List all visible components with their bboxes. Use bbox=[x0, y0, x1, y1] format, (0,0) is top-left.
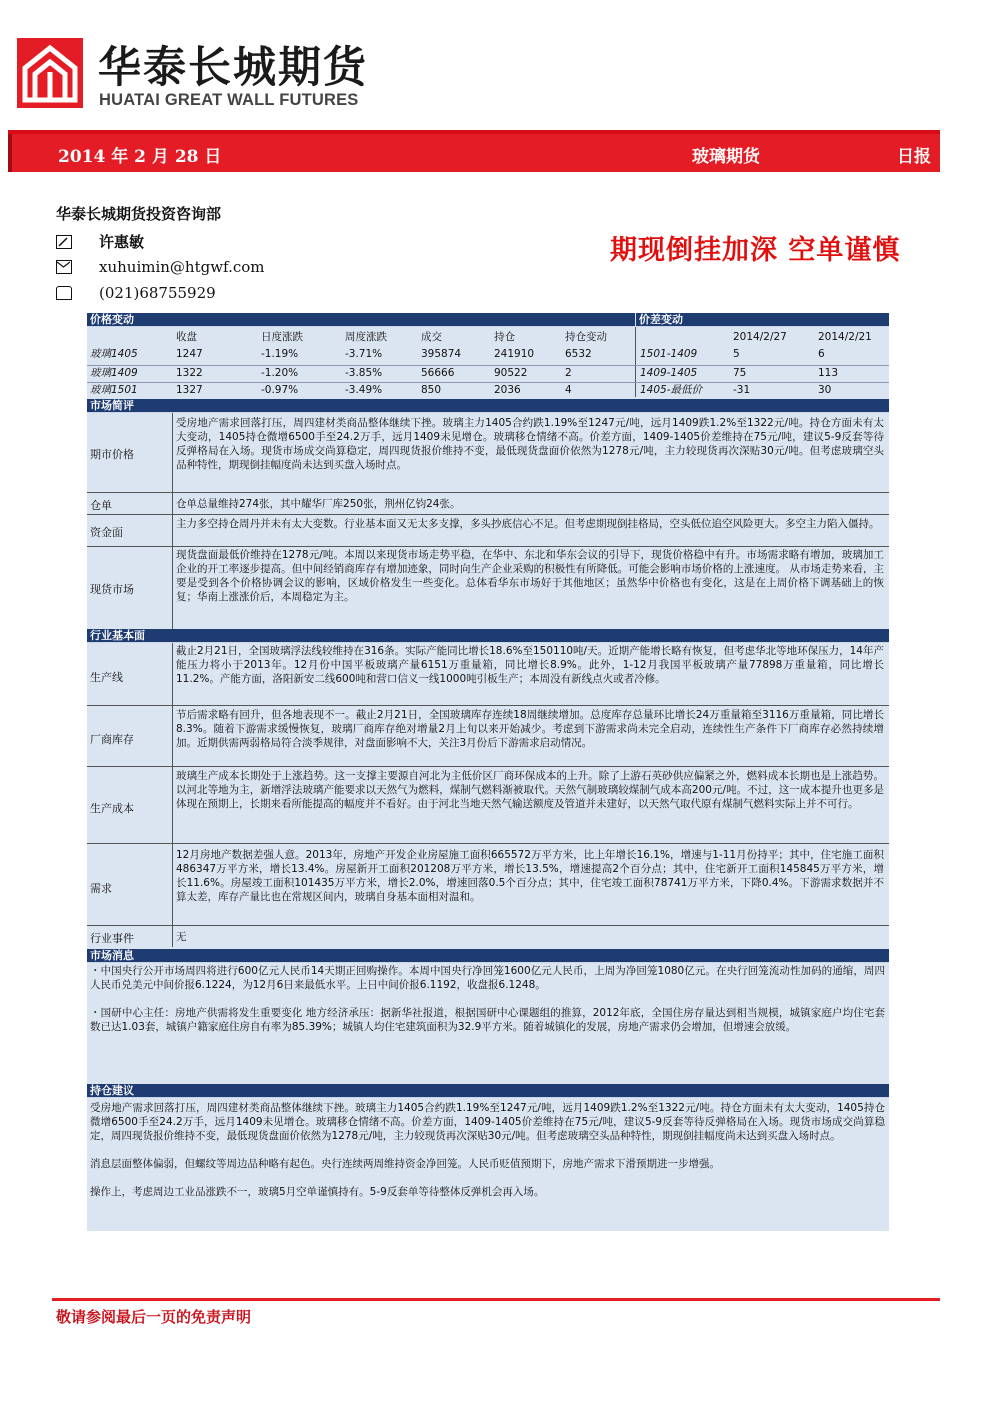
table-cell: 6532 bbox=[565, 348, 592, 360]
company-logo bbox=[17, 38, 83, 108]
table-cell: 2 bbox=[565, 367, 572, 379]
news-item: ・国研中心主任：房地产供需将发生重要变化 地方经济承压：据新华社报道，根据国研中心课题组的推算，2012年底，全国住房存量达到相当规模，城镇家庭户均住宅套数已达1.03套，城镇户籍家庭住房自有率为85.39%；城镇人均住宅建筑面积为32.9平方米。随着城镇化的发展，房地产需求仍会增加，但增速会放缓。 bbox=[90, 1007, 885, 1033]
row-divider bbox=[87, 705, 889, 706]
brand-name-cn: 华泰长城期货 bbox=[98, 43, 368, 93]
table-cell: 1327 bbox=[176, 384, 203, 396]
author-phone: (021)68755929 bbox=[99, 284, 216, 302]
fundamentals-text: 节后需求略有回升，但各地表现不一。截止2月21日，全国玻璃库存连续18周继续增加。总度库存总量环比增长24万重量箱至3116万重量箱，同比增长8.3%。随着下游需求缓慢恢复，玻璃厂商库存绝对增量2月上旬以来开始减少。考虑到下游需求尚未完全启动，连续性生产条件下厂商库存必然持续增加。近期供需两弱格局符合淡季规律，对盘面影响不大，关注3月份后下游需求启动情况。 bbox=[176, 709, 884, 749]
section-fundamentals: 行业基本面 bbox=[87, 629, 889, 643]
table-cell: 56666 bbox=[421, 367, 455, 379]
row-divider bbox=[87, 925, 889, 926]
table-cell: 90522 bbox=[494, 367, 528, 379]
row-label: 生产线 bbox=[90, 671, 123, 684]
spread-header: 2014/2/21 bbox=[818, 331, 872, 343]
advice-paragraph: 受房地产需求回落打压，周四建材类商品整体继续下挫。玻璃主力1405合约跌1.19%至1247元/吨，远月1409跌1.2%至1322元/吨。持仓方面未有太大变动，1405持仓微增6500手至24.2万手，远月1409未见增仓。玻璃移仓情绪不高。价差方面，1409-1405价差维持在75元/吨，建议5-9反套等待反弹格局在入场。现货市场成交尚算稳定，周四现货报价维持不变，最低现货盘面价依然为1278元/吨，主力较现货再次深贴30元/吨。但考虑玻璃空头品种特性，期现倒挂幅度尚未达到买盘入场时点。 bbox=[90, 1102, 885, 1142]
report-type: 日报 bbox=[897, 147, 931, 167]
table-cell: 850 bbox=[421, 384, 442, 396]
price-header: 收盘 bbox=[176, 331, 197, 343]
review-text: 受房地产需求回落打压，周四建材类商品整体继续下挫。玻璃主力1405合约跌1.19%至1247元/吨，远月1409跌1.2%至1322元/吨。持仓方面未有太大变动，1405持仓微增6500手至24.2万手，远月1409未见增仓。玻璃移仓情绪不高。价差方面，1409-1405价差维持在75元/吨，建议5-9反套等待反弹格局在入场。现货市场成交尚算稳定，周四现货报价维持不变，最低现货盘面价依然为1278元/吨，主力较现货再次深贴30元/吨。但考虑玻璃空头品种特性，期现倒挂幅度尚未达到买盘入场时点。 bbox=[176, 417, 884, 471]
table-cell: -3.49% bbox=[345, 384, 383, 396]
price-header: 日度涨跌 bbox=[261, 331, 303, 343]
report-product: 玻璃期货 bbox=[692, 147, 760, 167]
table-cell: 113 bbox=[818, 367, 839, 379]
table-cell: -3.71% bbox=[345, 348, 383, 360]
spread-name: 1501-1409 bbox=[640, 348, 698, 360]
spread-name: 1409-1405 bbox=[640, 367, 698, 379]
row-label: 资金面 bbox=[90, 526, 123, 539]
email-row bbox=[56, 258, 265, 276]
phone-icon bbox=[56, 286, 72, 300]
table-cell: 5 bbox=[733, 348, 740, 360]
table-divider bbox=[635, 327, 636, 397]
phone-row bbox=[56, 284, 216, 302]
table-cell: -1.19% bbox=[261, 348, 299, 360]
contract-name: 玻璃1405 bbox=[90, 348, 138, 360]
table-cell: -0.97% bbox=[261, 384, 299, 396]
label-divider bbox=[172, 643, 173, 947]
row-label: 现货市场 bbox=[90, 583, 134, 596]
row-label: 期市价格 bbox=[90, 448, 134, 461]
fundamentals-text: 无 bbox=[176, 931, 187, 943]
table-cell: 4 bbox=[565, 384, 572, 396]
advice-paragraph: 操作上，考虑周边工业品涨跌不一，玻璃5月空单谨慎持有。5-9反套单等待整体反弹机会再入场。 bbox=[90, 1186, 545, 1198]
author-row bbox=[56, 231, 144, 252]
advice-paragraph: 消息层面整体偏弱，但螺纹等周边品种略有起色。央行连续两周维持资金净回笼。人民币贬值预期下，房地产需求下滑预期进一步增强。 bbox=[90, 1158, 720, 1170]
price-header: 周度涨跌 bbox=[345, 331, 387, 343]
section-position-advice: 持仓建议 bbox=[87, 1084, 889, 1098]
label-divider bbox=[172, 413, 173, 631]
row-divider bbox=[87, 382, 889, 383]
price-header: 持仓 bbox=[494, 331, 515, 343]
table-cell: -1.20% bbox=[261, 367, 299, 379]
price-header: 成交 bbox=[421, 331, 442, 343]
news-item: ・中国央行公开市场周四将进行600亿元人民币14天期正回购操作。本周中国央行净回笼1600亿元人民币，上周为净回笼1080亿元。在央行回笼流动性加码的通缩，周四人民币兑美元中间价报6.1224，为12月6日来最低水平。上日中间价报6.1192，收盘报6.1248。 bbox=[90, 965, 885, 991]
author-name: 许惠敏 bbox=[99, 233, 145, 251]
table-cell: 30 bbox=[818, 384, 832, 396]
row-divider bbox=[87, 365, 889, 366]
row-divider bbox=[87, 492, 889, 493]
disclaimer-note: 敬请参阅最后一页的免责声明 bbox=[56, 1308, 252, 1326]
table-cell: 1247 bbox=[176, 348, 203, 360]
department-name: 华泰长城期货投资咨询部 bbox=[56, 205, 222, 223]
table-cell: 1322 bbox=[176, 367, 203, 379]
table-cell: 6 bbox=[818, 348, 825, 360]
section-market-news: 市场消息 bbox=[87, 949, 889, 963]
spread-name: 1405-最低价 bbox=[640, 384, 703, 396]
report-headline: 期现倒挂加深 空单谨慎 bbox=[610, 235, 901, 266]
author-email[interactable]: xuhuimin@htgwf.com bbox=[99, 258, 265, 276]
contract-name: 玻璃1501 bbox=[90, 384, 138, 396]
report-date: 2014 年 2 月 28 日 bbox=[58, 147, 222, 167]
report-sheet bbox=[87, 313, 889, 1231]
review-text: 主力多空持仓周丹并未有太大变数。行业基本面又无太多支撑，多头抄底信心不足。但考虑期现倒挂格局，空头低位追空风险更大。多空主力陷入僵持。 bbox=[176, 518, 880, 530]
row-divider bbox=[87, 766, 889, 767]
fundamentals-text: 12月房地产数据差强人意。2013年，房地产开发企业房屋施工面积665572万平方米，比上年增长16.1%，增速与1-11月份持平；其中，住宅施工面积486347万平方米，增长13.4%。房屋新开工面积201208万平方米，增长13.5%，增速提高2个百分点；其中，住宅新开工面积145845万平方米，增长11.6%。房屋竣工面积101435万平方米，增长2.0%，增速回落0.5个百分点；其中，住宅竣工面积78741万平方米，下降0.4%。下游需求数据并不算太差，库存产量比也在常规区间内，玻璃自身基本面相对温和。 bbox=[176, 849, 884, 903]
row-divider bbox=[87, 843, 889, 844]
price-header: 持仓变动 bbox=[565, 331, 607, 343]
footer-divider bbox=[52, 1298, 940, 1301]
fundamentals-text: 截止2月21日，全国玻璃浮法线较维持在316条。实际产能同比增长18.6%至150110吨/天。近期产能增长略有恢复，但考虑华北等地环保压力，14年产能压力将小于2013年。12月份中国平板玻璃产量6151万重量箱，同比增长8.9%。此外，1-12月我国平板玻璃产量77898万重量箱，同比增长11.2%。产能方面，洛阳新安二线600吨和营口信义一线1000吨引板生产；本周没有新线点火或者冷修。 bbox=[176, 645, 884, 685]
fundamentals-text: 玻璃生产成本长期处于上涨趋势。这一支撑主要源自河北为主低价区厂商环保成本的上升。除了上游石英砂供应偏紧之外，燃料成本长期也是上涨趋势。以河北等地为主，新增浮法玻璃产能要求以天然气为燃料，煤制气燃料渐被取代。天然气制玻璃较煤制气成本高200元/吨。不过，这一成本提升也更多是体现在预期上，长期来看所能提高的幅度并不看好。由于河北当地天然气输送额度及管道并未建好，以天然气取代原有煤制气燃料实际上并不可行。 bbox=[176, 770, 884, 810]
table-cell: 2036 bbox=[494, 384, 521, 396]
row-label: 需求 bbox=[90, 882, 112, 895]
row-divider bbox=[87, 546, 889, 547]
section-price-change: 价格变动 bbox=[87, 313, 635, 327]
table-cell: 241910 bbox=[494, 348, 535, 360]
pencil-icon bbox=[56, 235, 72, 249]
table-cell: 395874 bbox=[421, 348, 462, 360]
spread-header: 2014/2/27 bbox=[733, 331, 787, 343]
review-text: 仓单总量维持274张，其中耀华厂库250张，荆州亿钧24张。 bbox=[176, 498, 461, 510]
review-text: 现货盘面最低价维持在1278元/吨。本周以来现货市场走势平稳，在华中、东北和华东会议的引导下，现货价格稳中有升。市场需求略有增加，玻璃加工企业的开工率逐步提高。但中间经销商库存有增加迹象，同时向生产企业采购的积极性有所降低。可能会影响市场价格的上涨速度。 从市场走势来看，主要是受到各个价格协调会议的影响，区域价格发生一些变化。总体看华东市场好于其他地区；虽然华中价格也有变化，这是在上周价格下调基础上的恢复；华南上涨涨价后，本周稳定为主。 bbox=[176, 549, 884, 603]
row-label: 厂商库存 bbox=[90, 733, 134, 746]
table-cell: -3.85% bbox=[345, 367, 383, 379]
report-banner bbox=[8, 130, 940, 172]
section-market-review: 市场简评 bbox=[87, 399, 889, 413]
table-cell: 75 bbox=[733, 367, 747, 379]
contract-name: 玻璃1409 bbox=[90, 367, 138, 379]
section-spread-change: 价差变动 bbox=[636, 313, 889, 327]
table-cell: -31 bbox=[733, 384, 751, 396]
row-label: 仓单 bbox=[90, 499, 112, 512]
envelope-icon bbox=[56, 260, 72, 274]
row-label: 生产成本 bbox=[90, 802, 134, 815]
row-divider bbox=[87, 514, 889, 515]
brand-name-en: HUATAI GREAT WALL FUTURES bbox=[99, 91, 359, 109]
row-label: 行业事件 bbox=[90, 932, 134, 945]
